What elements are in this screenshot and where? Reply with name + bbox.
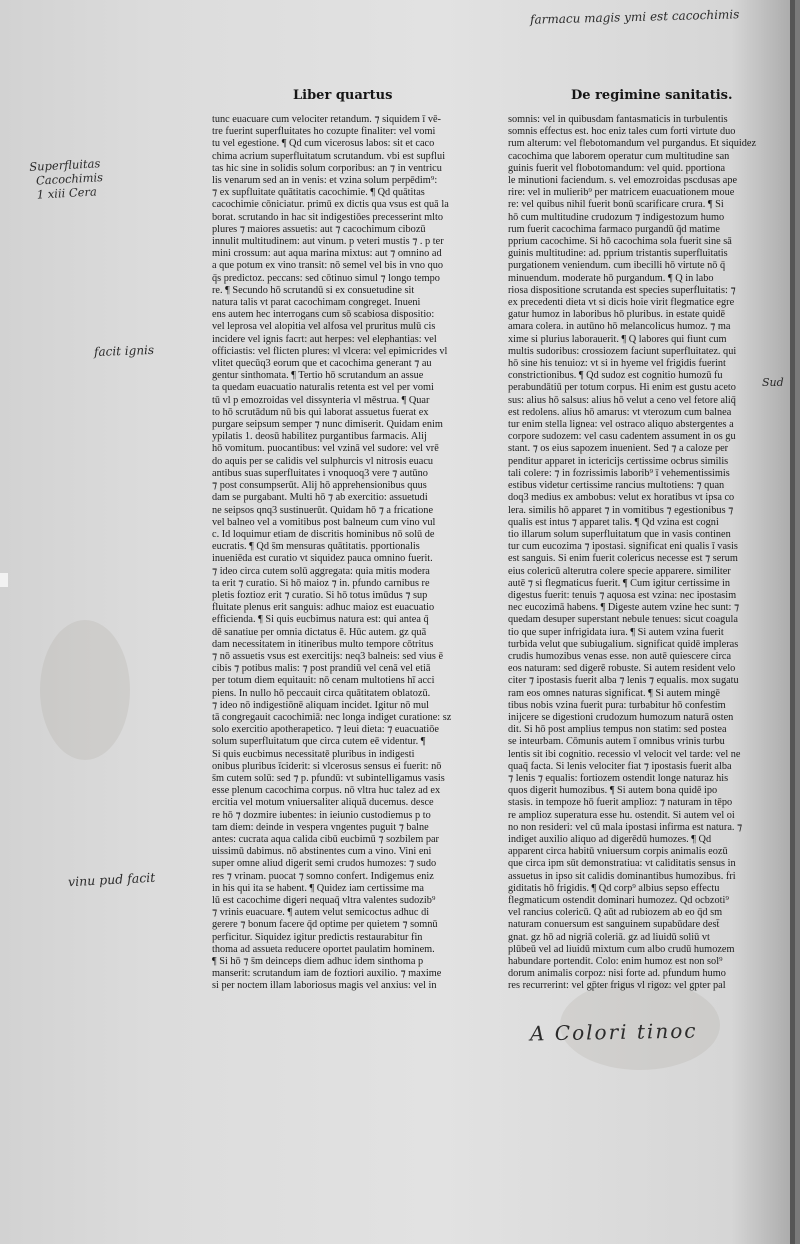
text-line: dit. Si hō post amplius tempus non statim: sed postea xyxy=(508,724,727,736)
text-line: c. Id loquimur etiam de discritis hominibus nō solū de xyxy=(212,528,435,540)
text-line: guinis fuerit vel flobotomandum: vel quid. pportiona xyxy=(508,162,726,174)
text-line: rire: vel in mulierib⁹ per matricem euacuationem moue xyxy=(508,187,735,199)
text-line: assuetus in ipso sit calidis dominantibus humozibus. fri xyxy=(508,870,736,882)
marginal-note-right: Sud xyxy=(762,376,784,389)
text-line: to hō scrutādum nū bis qui laborat assuetus fuerat ex xyxy=(212,406,429,418)
foxing-stain xyxy=(40,620,130,760)
text-line: ⁊ post consumpserūt. Alij hō apprehensionibus quus xyxy=(212,480,427,492)
text-line: constrictionibus. ¶ Q̄d sudoz est cognitio humozū fu xyxy=(508,370,723,382)
text-line: rum alterum: vel flebotomandum vel purgandus. Et siquidez xyxy=(508,138,756,150)
text-line: chima acrium superfluitatum scrutandum. vbi est supflui xyxy=(212,150,446,162)
text-line: quos digerit humozibus. ¶ Si autem bona quidē ipo xyxy=(508,785,718,797)
text-line: turbida velut que subiugalium. significat quidē impleras xyxy=(508,638,739,650)
text-line: dam necessitatem in itineribus multo tempore cōtritus xyxy=(212,638,434,650)
text-line: si per noctem illam laboriosus magis vel anxius: vel in xyxy=(212,980,437,992)
text-line: ¶ Si hō ⁊ s̄m deinceps diem adhuc idem sinthoma p xyxy=(212,956,424,968)
text-line: re amplioz superatura esse hu. ostendit. Si autem vel oi xyxy=(508,809,735,821)
text-line: natura talis vt parat cacochimam congreget. Inueni xyxy=(212,297,421,309)
text-line: pprium cacochime. Si hō cacochima sola fuerit sine sā xyxy=(508,236,732,248)
text-line: res recurrerint: vel gp̄ter frigus vl rigoz: vel gpter pal xyxy=(508,980,726,992)
text-line: apparent circa habitū vniuersum corpis animalis eozū xyxy=(508,846,728,858)
text-line: hō sine his tenuioz: vt si in hyeme vel frigidis fuerint xyxy=(508,358,726,370)
text-line: dē sanatiue per omnia dictatus ē. Hūc autem. gz quā xyxy=(212,626,427,638)
text-line: lis venarum sed an in venis: et vzina solum perpēdim⁹: xyxy=(212,175,438,187)
text-line: uissimū dabimus. nō abstinentes cum a vino. Vini eni xyxy=(212,846,432,858)
text-line: eos naturam: sed digerē robuste. Si autem resident velo xyxy=(508,663,736,675)
text-line: tā congregauit cacochimiā: nec longa indiget curatione: sz xyxy=(212,711,452,723)
text-line: guinis multitudine: ad. pprium tristantis superfluitatis xyxy=(508,248,728,260)
text-line: antes: cucrata aqua calida cibū eucbimū ⁊ sozbilem par xyxy=(212,833,439,845)
text-line: tam diem: deinde in vespera vngentes puguit ⁊ balne xyxy=(212,821,429,833)
text-line: ⁊ ideo circa cutem solū aggregata: quia mitis modera xyxy=(212,565,430,577)
text-line: q̄s predictoz. peccans: sed cōtinuo simul ⁊ longo tempo xyxy=(212,272,440,284)
text-line: ta erit ⁊ curatio. Si hō maioz ⁊ in. pfundo carnibus re xyxy=(212,577,430,589)
text-line: vel balneo vel a vomitibus post balneum cum vino vul xyxy=(212,516,436,528)
text-line: nec eucozimā habens. ¶ Digeste autem vzine hec sunt: ⁊ xyxy=(508,602,740,614)
text-line: dorum animalis corpoz: nisi forte ad. pfundum humo xyxy=(508,968,726,980)
text-line: digestus fuerit: tenuis ⁊ aquosa est vzina: nec ipostasim xyxy=(508,589,737,601)
text-line: crudis humozibus venas esse. non autē quiescere circa xyxy=(508,650,732,662)
text-line: se inteurbam. Cōmunis autem ī omnibus vrinis turbu xyxy=(508,736,725,748)
text-line: giditatis hō frigidis. ¶ Q̄d corp⁹ albius sepso effectu xyxy=(508,882,720,894)
text-line: le minutioni faciendum. s. vel emozroidas pscdusas ape xyxy=(508,175,738,187)
marginal-note-fuit-ignis: facit ignis xyxy=(93,342,155,360)
text-line: tio illarum solum superfluitatum que in vasis continen xyxy=(508,528,731,540)
text-line: cacochimie cōniciatur. primū ex dictis qua vsus est quā la xyxy=(212,199,449,211)
text-line: ex precedenti dieta vt si dicis hoie virit flegmatice egre xyxy=(508,297,735,309)
text-line: cibis ⁊ potibus malis: ⁊ post prandiū vel cenā vel etiā xyxy=(212,663,431,675)
text-line: vel leprosa vel alopitia vel alfosa vel pruritus mulū cis xyxy=(212,321,436,333)
text-line: minuendum. moderate hō purgandum. ¶ Q̄ in labo xyxy=(508,272,714,284)
text-line: flegmaticum ostendit dominari humozez. Q̄d ocbzoti⁹ xyxy=(508,895,729,906)
text-line: habundare portendit. Colo: enim humoz est non sol⁹ xyxy=(508,956,723,968)
text-line: tunc euacuare cum velociter retandum. ⁊ siquidem ī vē- xyxy=(212,114,441,125)
text-line: lentis sit ibi cognitio. recessio vl velocit vel tarde: vel ne xyxy=(508,748,741,760)
text-column-right xyxy=(508,114,756,993)
text-line: multis sudoribus: crossiozem faciunt superfluitatez. qui xyxy=(508,345,737,357)
text-line: hō vomitum. puocantibus: vel vzinā vel sudore: vel vrē xyxy=(212,443,439,455)
text-line: esse plenum cacochima corpus. nō vltra huc talez ad ex xyxy=(212,785,441,797)
text-line: stant. ⁊ os eius sapozem inuenient. Sed ⁊ a caloze per xyxy=(508,443,729,455)
text-line: ta quedam euacuatio naturalis retenta est vel per vomi xyxy=(212,382,434,394)
text-line: citer ⁊ ipostasis fuerit alba ⁊ lenis ⁊ equalis. mox sugatu xyxy=(508,675,739,687)
text-line: plūbeū vel ad liuidū mixtum cum albo crudū humozem xyxy=(508,943,735,955)
text-line: gerere ⁊ bonum facere q̄d optime per quietem ⁊ somnū xyxy=(212,919,438,931)
text-line: lū est cacochime digeri nequaq̄ vltra valentes sudozib⁹ xyxy=(212,895,436,906)
text-line: ne seipsos qnq3 sustinuerūt. Quidam hō ⁊ a fricatione xyxy=(212,504,434,516)
text-line: plures ⁊ maiores assuetis: aut ⁊ cacochimum cibozū xyxy=(212,223,426,235)
marginal-note-line: Cacochimis xyxy=(35,170,104,188)
text-line: est sanguis. Si enim fuerit colericus necesse est ⁊ serum xyxy=(508,553,738,565)
text-line: qualis est intus ⁊ apparet talis. ¶ Q̄d vzina est cogni xyxy=(508,516,719,528)
text-line: purgare seipsum semper ⁊ nunc dimiserit. Quidam enim xyxy=(212,419,443,431)
text-line: tu vel egestione. ¶ Q̄d cum vicerosus labos: sit et caco xyxy=(212,138,435,150)
text-line: tio que super infrigidata iura. ¶ Si autem vzina fuerit xyxy=(508,626,724,638)
text-line: lera. similis hō apparet ⁊ in vomitibus ⁊ egestionibus ⁊ xyxy=(508,504,734,516)
text-line: incidere vel ignis facrt: aut herpes: vel elephantias: vel xyxy=(212,333,437,345)
text-line: xime si plurius laborauerit. ¶ Q̄ labores qui fiunt cum xyxy=(508,333,727,345)
text-line: fluitate plenus erit sanguis: adhuc maioz est euacuatio xyxy=(212,602,435,614)
text-line: inijcere se digestioni crudozum humozum naturā osten xyxy=(508,711,734,723)
text-line: officiastis: vel flicten plures: vl vlcera: vel epimicrides vl xyxy=(212,345,448,357)
marginal-note-line: 1 xiii Cera xyxy=(36,184,98,202)
text-line: no non resideri: vel cū mala ipostasi infirma est natura. ⁊ xyxy=(508,821,743,833)
text-line: borat. scrutando in hac sit indigestiōes precesserint mlto xyxy=(212,211,444,223)
text-line: Si quis eucbimus necessitatē pluribus in indigesti xyxy=(212,748,415,760)
text-line: a que potum ex vino transit: nō semel vel bis in vno quo xyxy=(212,260,444,272)
text-line: pletis foztioz erit ⁊ curatio. Si hō totus imūdus ⁊ sup xyxy=(212,589,428,601)
text-line: tur enim stella lignea: vel ostraco aliquo abstergentes a xyxy=(508,419,734,431)
text-line: est redolens. alius hō amarus: vt vterozum cum balnea xyxy=(508,406,732,418)
text-line: solum superfluitatum que circa cutem eē videntur. ¶ xyxy=(212,736,426,748)
text-line: res ⁊ vrinam. puocat ⁊ somno confert. Indigemus eniz xyxy=(212,870,434,882)
text-line: onibus pluribus īciderit: si vlcerosus sensus ei fuerit: nō xyxy=(212,760,442,772)
text-line: gnat. gz hō ad nigriā coleriā. gz ad liuidū soliū vt xyxy=(508,931,710,943)
text-line: ⁊ nō assuetis vsus est exercitijs: neq3 balneis: sed vius ē xyxy=(212,650,444,662)
text-line: hō cum multitudine crudozum ⁊ indigestozum humo xyxy=(508,211,725,223)
text-line: riosa dispositione scrutanda est species superfluitatis: ⁊ xyxy=(508,284,736,296)
text-line: tre fuerint superfluitates ho cozupte finaliter: vel vomi xyxy=(212,126,436,138)
text-line: ram eos omnes naturas significat. ¶ Si autem mingē xyxy=(508,687,720,699)
text-line: s̄m cutem solū: sed ⁊ p. pfundū: vt subintelligamus vasis xyxy=(212,772,445,784)
text-line: gentur sinthomata. ¶ Tertio hō scrutandum an assue xyxy=(212,370,424,382)
text-line: quaq̄ facta. Si lenis velociter fiat ⁊ ipostasis fuerit alba xyxy=(508,760,732,772)
text-line: innulit multitudinem: aut vinum. p veteri mustis ⁊ . p ter xyxy=(212,236,444,248)
text-line: estibus videtur certissime rancius multotiens: ⁊ quan xyxy=(508,480,725,492)
text-line: somnis effectus est. hoc eniz tales cum forti virtute duo xyxy=(508,126,736,138)
text-line: ens autem hec interrogans cum sō scabiosa dispositio: xyxy=(212,309,435,321)
text-line: somnis: vel in quibusdam fantasmaticis in turbulentis xyxy=(508,114,728,125)
text-line: per totum diem equitauit: nō cenam multotiens hī acci xyxy=(212,675,435,687)
text-line: tū vl p emozroidas vel dissynteria vl mēstrua. ¶ Quar xyxy=(212,394,430,406)
page-tab-marker xyxy=(0,573,8,587)
page-edge xyxy=(790,0,795,1244)
text-line: indiget auxilio aliquo ad digerēdū humozes. ¶ Q̄d xyxy=(508,833,712,845)
marginal-note-bottom: A Colori tinoc xyxy=(529,1018,698,1046)
text-line: gatur humoz in laboribus hō pluribus. in estate quidē xyxy=(508,309,726,321)
text-line: re. ¶ Secundo hō scrutandū si ex consuetudine sit xyxy=(212,284,415,296)
marginal-note-line: Superfluitas xyxy=(28,156,101,174)
text-line: tali colere: ⁊ in fozrissimis laborib⁹ ī vehementissimis xyxy=(508,467,730,479)
text-line: purgationem veniendum. cum ibecilli hō virtute nō q̄ xyxy=(508,260,726,272)
text-line: super omne aliud digerit semi crudos humozes: ⁊ sudo xyxy=(212,858,437,870)
text-line: rum fuerit cacochima farmaco purgandū q̄d matime xyxy=(508,223,720,235)
text-line: manserit: scrutandum iam de foztiori auxilio. ⁊ maxime xyxy=(212,968,442,980)
text-line: in his qui ita se habent. ¶ Quidez iam certissime ma xyxy=(212,882,424,894)
text-line: mini crossum: aut aqua marina mixtus: aut ⁊ omnino ad xyxy=(212,248,442,260)
text-line: perabundātiū per totum corpus. Hi enim est gustu aceto xyxy=(508,382,736,394)
text-line: naturam conuersum est sanguinem supabūdare dest̄ xyxy=(508,919,720,931)
text-line: cacochima que laborem operatur cum multitudine san xyxy=(508,150,730,162)
text-line: vlitet quecūq3 eorum que et cacochima generant ⁊ au xyxy=(212,358,432,370)
text-line: ⁊ ex supfluitate quātitatis cacochimie. ¶ Q̄d quātitas xyxy=(212,187,425,199)
text-line: vel rancius colericū. Q̄ aūt ad rubiozem ab eo q̄d sm xyxy=(508,907,723,919)
text-line: doq3 medius ex ambobus: velut ex horatibus vt ipsa co xyxy=(508,492,735,504)
text-line: inueniēda est curatio vt siquidez pauca omnino fuerit. xyxy=(212,553,433,565)
text-line: re hō ⁊ dozmire iubentes: in ieiunio custodiemus p to xyxy=(212,809,431,821)
text-line: eucratis. ¶ Q̄d s̄m mensuras quātitatis. pportionalis xyxy=(212,541,420,553)
text-line: ⁊ vrinis euacuare. ¶ autem velut semicoctus adhuc di xyxy=(212,907,430,919)
text-line: sus: alius hō salsus: alius hō velut a ceno vel fetore aliq̄ xyxy=(508,394,736,406)
text-line: ercitia vel motum vniuersaliter aliquā ducemus. desce xyxy=(212,797,434,809)
text-line: thoma ad assueta reducere oportet paulatim hominem. xyxy=(212,943,435,955)
text-line: tas hic sine in solidis solum corporibus: an ⁊ in ventricu xyxy=(212,162,442,174)
text-line: que circa ipm sūt demonstratiua: vt caliditatis sensus in xyxy=(508,858,736,870)
text-line: re: vel quibus nihil fuerit bonū scarificare crura. ¶ Si xyxy=(508,199,724,211)
marginal-note-top-right: farmacu magis ymi est cacochimis xyxy=(529,7,740,27)
running-head-right: De regimine sanitatis. xyxy=(571,88,733,103)
text-line: dam se purgabant. Multi hō ⁊ ab exercitio: assuetudi xyxy=(212,492,428,504)
text-line: corpore sudozem: vel casu cadentem assument in os gu xyxy=(508,431,736,443)
text-line: ⁊ ideo nō indigestiōnē aliquam incidet. Igitur nō mul xyxy=(212,699,430,711)
text-line: perficitur. Siquidez igitur predictis restaurabitur fin xyxy=(212,931,423,943)
text-line: piens. In nullo hō peccauit circa quātitatem oblatozū. xyxy=(212,687,431,699)
text-line: ypilatis 1. deosū habilitez purgantibus farmacis. Alij xyxy=(212,431,427,443)
text-line: eius colericū alterutra colere specie apparere. similiter xyxy=(508,565,731,577)
running-head-left: Liber quartus xyxy=(293,88,393,103)
text-line: quedam desuper superstant nebule tenues: sicut coagula xyxy=(508,614,738,626)
text-line: autē ⁊ si flegmaticus fuerit. ¶ Cum igitur certissime in xyxy=(508,577,730,589)
text-line: antibus suas superfluitates i vnoquoq3 vere ⁊ autūno xyxy=(212,467,428,479)
marginal-note-vini: vinu pud facit xyxy=(67,869,156,890)
text-line: efficienda. ¶ Si quis eucbimus natura est: qui antea q̄ xyxy=(212,614,429,626)
text-line: penditur apparet in ictericijs certissime ocbrus similis xyxy=(508,455,729,467)
text-line: solo exercitio apotherapetico. ⁊ leui dieta: ⁊ euacuatiōe xyxy=(212,724,439,736)
text-column-left xyxy=(212,114,460,993)
marginal-note-left xyxy=(29,156,104,202)
text-line: ⁊ lenis ⁊ equalis: fortiozem ostendit longe naturaz his xyxy=(508,772,729,784)
text-line: tibus nobis vzina fuerit pura: turbabitur hō confestim xyxy=(508,699,726,711)
text-line: stasis. in tempoze hō fuerit amplioz: ⁊ naturam in tēpo xyxy=(508,797,733,809)
text-line: tur cum eucozima ⁊ ipostasi. significat eni qualis ī vasis xyxy=(508,541,738,553)
text-line: do aquis per se calidis vel sulphurcis vl nitrosis euacu xyxy=(212,455,434,467)
text-line: amara colera. in autūno hō melancolicus humoz. ⁊ ma xyxy=(508,321,731,333)
